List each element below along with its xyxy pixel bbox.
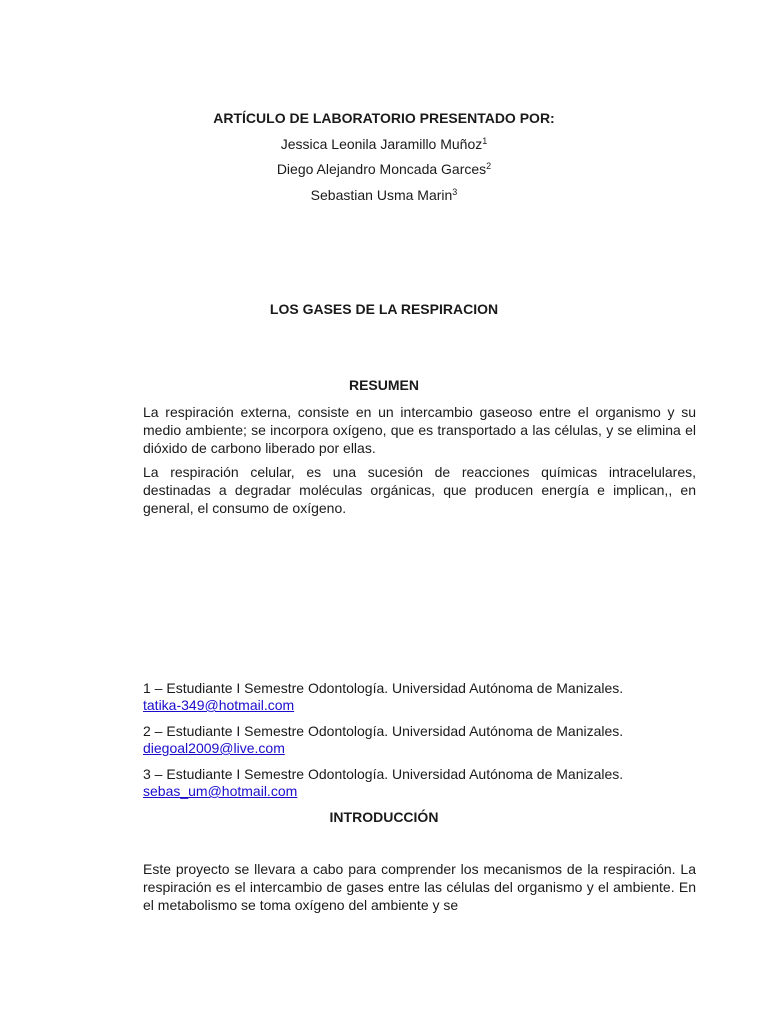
footnote-text: 3 – Estudiante I Semestre Odontología. Universidad Autónoma de Manizales. — [143, 766, 624, 782]
resumen-paragraph-2: La respiración celular, es una sucesión de reacciones químicas intracelulares, destinadas a degradar moléculas orgánicas, que producen energía e implican,, en general, el consumo de oxígeno. — [143, 464, 696, 516]
footnote-text: 1 – Estudiante I Semestre Odontología. Universidad Autónoma de Manizales. — [143, 680, 624, 696]
document-title: LOS GASES DE LA RESPIRACION — [269, 301, 499, 317]
resumen-heading: RESUMEN — [348, 377, 419, 393]
introduccion-heading: INTRODUCCIÓN — [329, 809, 439, 825]
email-link[interactable]: sebas_um@hotmail.com — [143, 783, 298, 799]
author-name: Sebastian Usma Marin — [310, 187, 453, 203]
author-3 — [0, 187, 768, 203]
email-link[interactable]: diegoal2009@live.com — [143, 740, 285, 756]
email-link[interactable]: tatika-349@hotmail.com — [143, 697, 295, 713]
footnote-1 — [143, 680, 703, 714]
footnote-text: 2 – Estudiante I Semestre Odontología. Universidad Autónoma de Manizales. — [143, 723, 624, 739]
footnote-mark: 2 — [486, 161, 492, 171]
article-heading: ARTÍCULO DE LABORATORIO PRESENTADO POR: — [213, 110, 555, 126]
introduccion-paragraph: Este proyecto se llevara a cabo para comprender los mecanismos de la respiración. La respiración es el intercambio de gases entre las células del organismo y el ambiente. En el metabolismo se toma oxígeno del ambiente y se — [143, 861, 696, 913]
author-name: Diego Alejandro Moncada Garces — [276, 161, 487, 177]
footnote-3 — [143, 766, 703, 800]
author-name: Jessica Leonila Jaramillo Muñoz — [280, 136, 483, 152]
author-1 — [0, 136, 768, 152]
footnote-mark: 3 — [452, 187, 458, 197]
resumen-paragraph-1: La respiración externa, consiste en un intercambio gaseoso entre el organismo y su medio ambiente; se incorpora oxígeno, que es transportado a las células, y se elimina el dióxido de carbono liberado por ellas. — [143, 404, 696, 456]
footnote-mark: 1 — [482, 136, 488, 146]
author-2 — [0, 161, 768, 177]
footnote-2 — [143, 723, 703, 757]
